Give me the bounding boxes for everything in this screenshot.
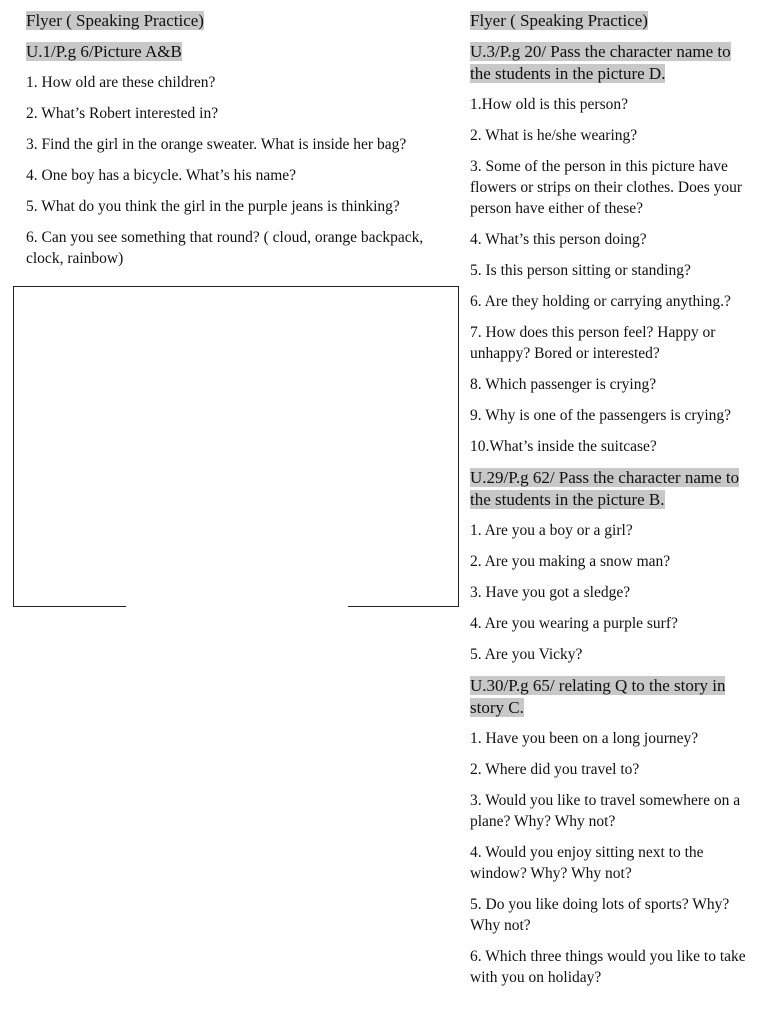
left-column bbox=[26, 10, 451, 279]
question-item: 2. Where did you travel to? bbox=[470, 761, 640, 778]
question-item: 1. Are you a boy or a girl? bbox=[470, 522, 633, 539]
question-item: 1. How old are these children? bbox=[26, 74, 216, 91]
right-column bbox=[470, 10, 755, 998]
question-item: 8. Which passenger is crying? bbox=[470, 376, 657, 393]
question-item: 5. Are you Vicky? bbox=[470, 646, 583, 663]
question-item: 2. What is he/she wearing? bbox=[470, 127, 638, 144]
question-item: 1.How old is this person? bbox=[470, 96, 629, 113]
question-item: 7. How does this person feel? Happy or unhappy? Bored or interested? bbox=[470, 324, 716, 362]
question-item: 3. Find the girl in the orange sweater. What is inside her bag? bbox=[26, 136, 407, 153]
question-item: 5. Is this person sitting or standing? bbox=[470, 262, 691, 279]
section-heading: U.3/P.g 20/ Pass the character name to the students in the picture D. bbox=[470, 42, 731, 83]
question-item: 5. Do you like doing lots of sports? Why? Why not? bbox=[470, 896, 730, 934]
page-title: Flyer ( Speaking Practice) bbox=[470, 11, 648, 30]
question-item: 3. Would you like to travel somewhere on a plane? Why? Why not? bbox=[470, 792, 741, 830]
frame-gap bbox=[126, 605, 348, 608]
question-item: 3. Some of the person in this picture have flowers or strips on their clothes. Does your person have either of these? bbox=[470, 158, 743, 217]
question-item: 4. One boy has a bicycle. What’s his name? bbox=[26, 167, 297, 184]
question-item: 5. What do you think the girl in the purple jeans is thinking? bbox=[26, 198, 400, 215]
question-item: 2. What’s Robert interested in? bbox=[26, 105, 219, 122]
question-item: 10.What’s inside the suitcase? bbox=[470, 438, 657, 455]
question-item: 6. Can you see something that round? ( cloud, orange backpack, clock, rainbow) bbox=[26, 229, 424, 267]
question-item: 6. Which three things would you like to take with you on holiday? bbox=[470, 948, 746, 986]
question-item: 4. Are you wearing a purple surf? bbox=[470, 615, 678, 632]
question-item: 6. Are they holding or carrying anything.? bbox=[470, 293, 731, 310]
question-item: 4. Would you enjoy sitting next to the window? Why? Why not? bbox=[470, 844, 704, 882]
page-title: Flyer ( Speaking Practice) bbox=[26, 11, 204, 30]
section-heading: U.30/P.g 65/ relating Q to the story in story C. bbox=[470, 676, 726, 717]
section-heading: U.29/P.g 62/ Pass the character name to the students in the picture B. bbox=[470, 468, 740, 509]
section-heading: U.1/P.g 6/Picture A&B bbox=[26, 42, 182, 61]
question-item: 3. Have you got a sledge? bbox=[470, 584, 631, 601]
picture-frame bbox=[13, 286, 459, 607]
question-item: 1. Have you been on a long journey? bbox=[470, 730, 699, 747]
question-item: 4. What’s this person doing? bbox=[470, 231, 647, 248]
question-item: 2. Are you making a snow man? bbox=[470, 553, 671, 570]
question-item: 9. Why is one of the passengers is crying? bbox=[470, 407, 732, 424]
